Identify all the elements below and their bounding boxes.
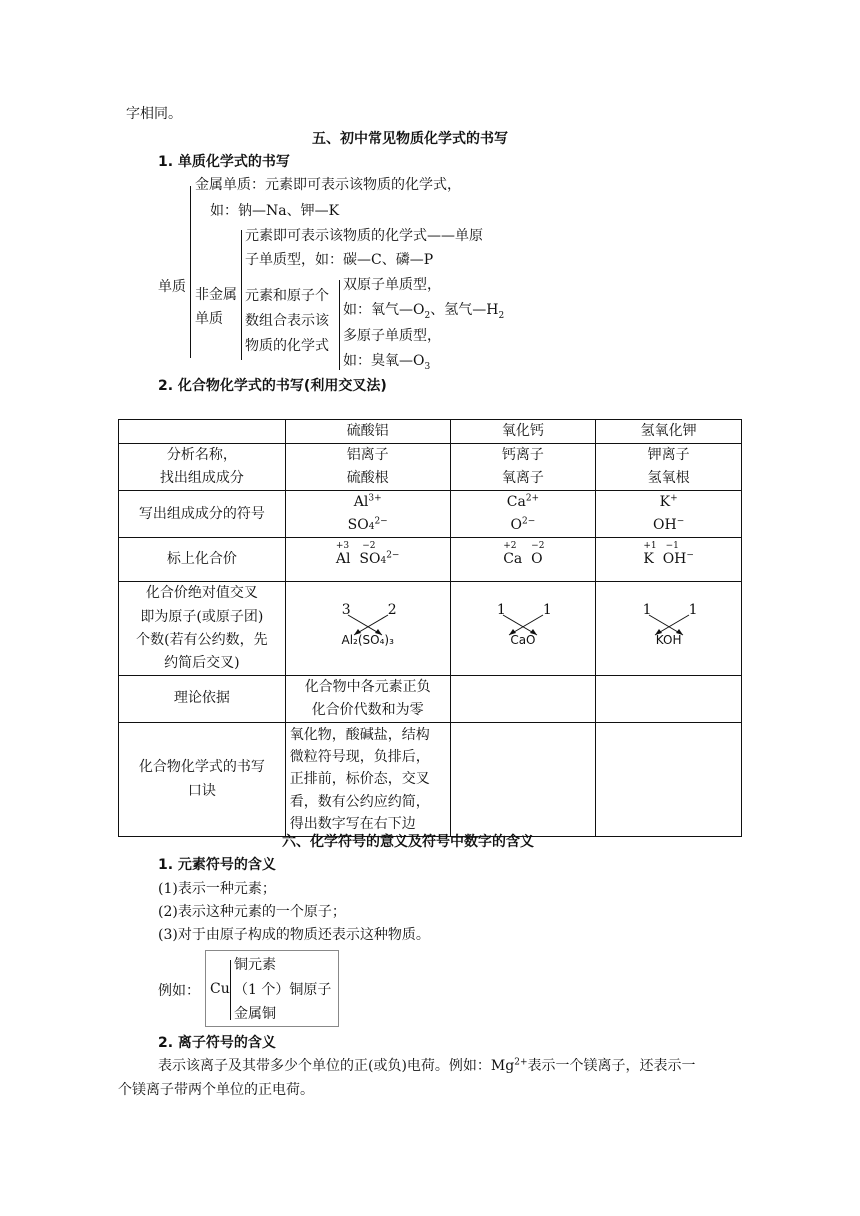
table-cell: +3 Al −2 $SO4^{2-}$ bbox=[285, 538, 450, 582]
table-row bbox=[119, 582, 742, 675]
row-label: 写出组成成分的符号 bbox=[119, 491, 286, 538]
cross-b: 1 bbox=[688, 601, 698, 618]
table-cell: $Ca^{2+}$ $O^{2-}$ bbox=[450, 491, 596, 538]
table-row bbox=[119, 491, 742, 538]
compound-table bbox=[118, 419, 742, 837]
meaning-item: (1)表示一种元素； bbox=[158, 881, 276, 897]
row-label: 分析名称， 找出组成成分 bbox=[119, 444, 286, 491]
table-cell: 铝离子 硫酸根 bbox=[285, 444, 450, 491]
cross-diagram bbox=[328, 599, 408, 651]
row-label: 标上化合价 bbox=[119, 538, 286, 582]
metal-line: 金属单质：元素即可表示该物质的化学式， bbox=[195, 177, 461, 193]
metal-example: 如：钠—Na、钾—K bbox=[210, 203, 340, 219]
brace-combo bbox=[339, 280, 340, 370]
brace-cu bbox=[230, 960, 231, 1020]
cross-a: 1 bbox=[642, 601, 652, 618]
row-label: 化合物化学式的书写 口诀 bbox=[119, 723, 286, 837]
table-cell bbox=[596, 675, 742, 722]
combo-line-3: 物质的化学式 bbox=[245, 338, 329, 354]
table-cell bbox=[596, 723, 742, 837]
table-cell bbox=[285, 582, 450, 675]
nonmetal-label-1: 非金属 bbox=[195, 287, 237, 303]
table-cell bbox=[450, 675, 596, 722]
meaning-item: (2)表示这种元素的一个原子； bbox=[158, 904, 346, 920]
ion-paragraph-line-2: 个镁离子带两个单位的正电荷。 bbox=[118, 1082, 314, 1098]
table-cell: 钾离子 氢氧根 bbox=[596, 444, 742, 491]
table-cell: K+ OH− bbox=[596, 491, 742, 538]
cross-b: 1 bbox=[542, 601, 552, 618]
meaning-item: (3)对于由原子构成的物质还表示这种物质。 bbox=[158, 927, 430, 943]
combo-line-2: 数组合表示该 bbox=[245, 313, 329, 329]
tree-root: 单质 bbox=[158, 279, 186, 295]
table-cell bbox=[119, 420, 286, 444]
table-cell: 化合物中各元素正负 化合价代数和为零 bbox=[285, 675, 450, 722]
ion-paragraph-line-1: 表示该离子及其带多少个单位的正(或负)电荷。例如：$Mg^{2+}$表示一个镁离子，还表示一 bbox=[158, 1057, 696, 1074]
table-header: 氧化钙 bbox=[450, 420, 596, 444]
subheading-ion-symbol: 2. 离子符号的含义 bbox=[158, 1035, 276, 1051]
cu-meaning: （1 个）铜原子 bbox=[234, 982, 332, 998]
row-label: 理论依据 bbox=[119, 675, 286, 722]
cross-diagram bbox=[483, 599, 563, 651]
cross-a: 1 bbox=[496, 601, 506, 618]
subheading-elemental: 1. 单质化学式的书写 bbox=[158, 154, 290, 170]
table-cell bbox=[450, 582, 596, 675]
section-title-5: 五、初中常见物质化学式的书写 bbox=[312, 131, 508, 147]
nonmetal-label-2: 单质 bbox=[195, 311, 223, 327]
cross-formula: Al₂(SO₄)₃ bbox=[341, 632, 394, 647]
cu-meaning: 铜元素 bbox=[234, 957, 276, 973]
table-row bbox=[119, 420, 742, 444]
table-row bbox=[119, 538, 742, 582]
diatomic-line: 双原子单质型， bbox=[343, 277, 441, 293]
cross-formula: CaO bbox=[510, 632, 536, 647]
subheading-compound: 2. 化合物化学式的书写(利用交叉法) bbox=[158, 378, 387, 394]
table-row bbox=[119, 675, 742, 722]
polyatomic-line: 多原子单质型， bbox=[343, 328, 441, 344]
diatomic-example: 如：氧气$—O_2$、氢气$—H_2$ bbox=[343, 302, 505, 321]
cu-symbol: Cu bbox=[210, 981, 230, 997]
subheading-element-symbol: 1. 元素符号的含义 bbox=[158, 857, 276, 873]
table-row bbox=[119, 444, 742, 491]
elem-line-2: 子单质型，如：碳—C、磷—P bbox=[245, 252, 434, 268]
brace-nonmetal bbox=[241, 230, 242, 360]
cross-formula: KOH bbox=[655, 632, 682, 647]
cu-meaning: 金属铜 bbox=[234, 1006, 276, 1022]
cross-diagram bbox=[629, 599, 709, 651]
intro-tail: 字相同。 bbox=[126, 106, 182, 122]
table-header: 氢氧化钾 bbox=[596, 420, 742, 444]
table-cell bbox=[450, 723, 596, 837]
polyatomic-example: 如：臭氧$—O_3$ bbox=[343, 353, 431, 372]
combo-line-1: 元素和原子个 bbox=[245, 288, 329, 304]
table-cell bbox=[596, 582, 742, 675]
elem-line-1: 元素即可表示该物质的化学式——单原 bbox=[245, 228, 483, 244]
row-label: 化合价绝对值交叉 即为原子(或原子团) 个数(若有公约数，先 约简后交叉) bbox=[119, 582, 286, 675]
table-row bbox=[119, 723, 742, 837]
cross-a: 3 bbox=[341, 601, 351, 618]
table-header: 硫酸铝 bbox=[285, 420, 450, 444]
table-cell: 氧化物，酸碱盐，结构 微粒符号现，负排后， 正排前，标价态，交叉 看，数有公约应约简， 得出数字写在右下边 bbox=[285, 723, 450, 837]
table-cell: 钙离子 氧离子 bbox=[450, 444, 596, 491]
example-label: 例如： bbox=[158, 983, 200, 999]
table-cell: +2 Ca −2 O bbox=[450, 538, 596, 582]
table-cell: +1 K −1 OH− bbox=[596, 538, 742, 582]
brace-outer bbox=[190, 186, 191, 358]
table-cell: $Al^{3+}$ $SO4^{2-}$ bbox=[285, 491, 450, 538]
cross-b: 2 bbox=[387, 601, 397, 618]
section-title-6: 六、化学符号的意义及符号中数字的含义 bbox=[282, 834, 534, 850]
